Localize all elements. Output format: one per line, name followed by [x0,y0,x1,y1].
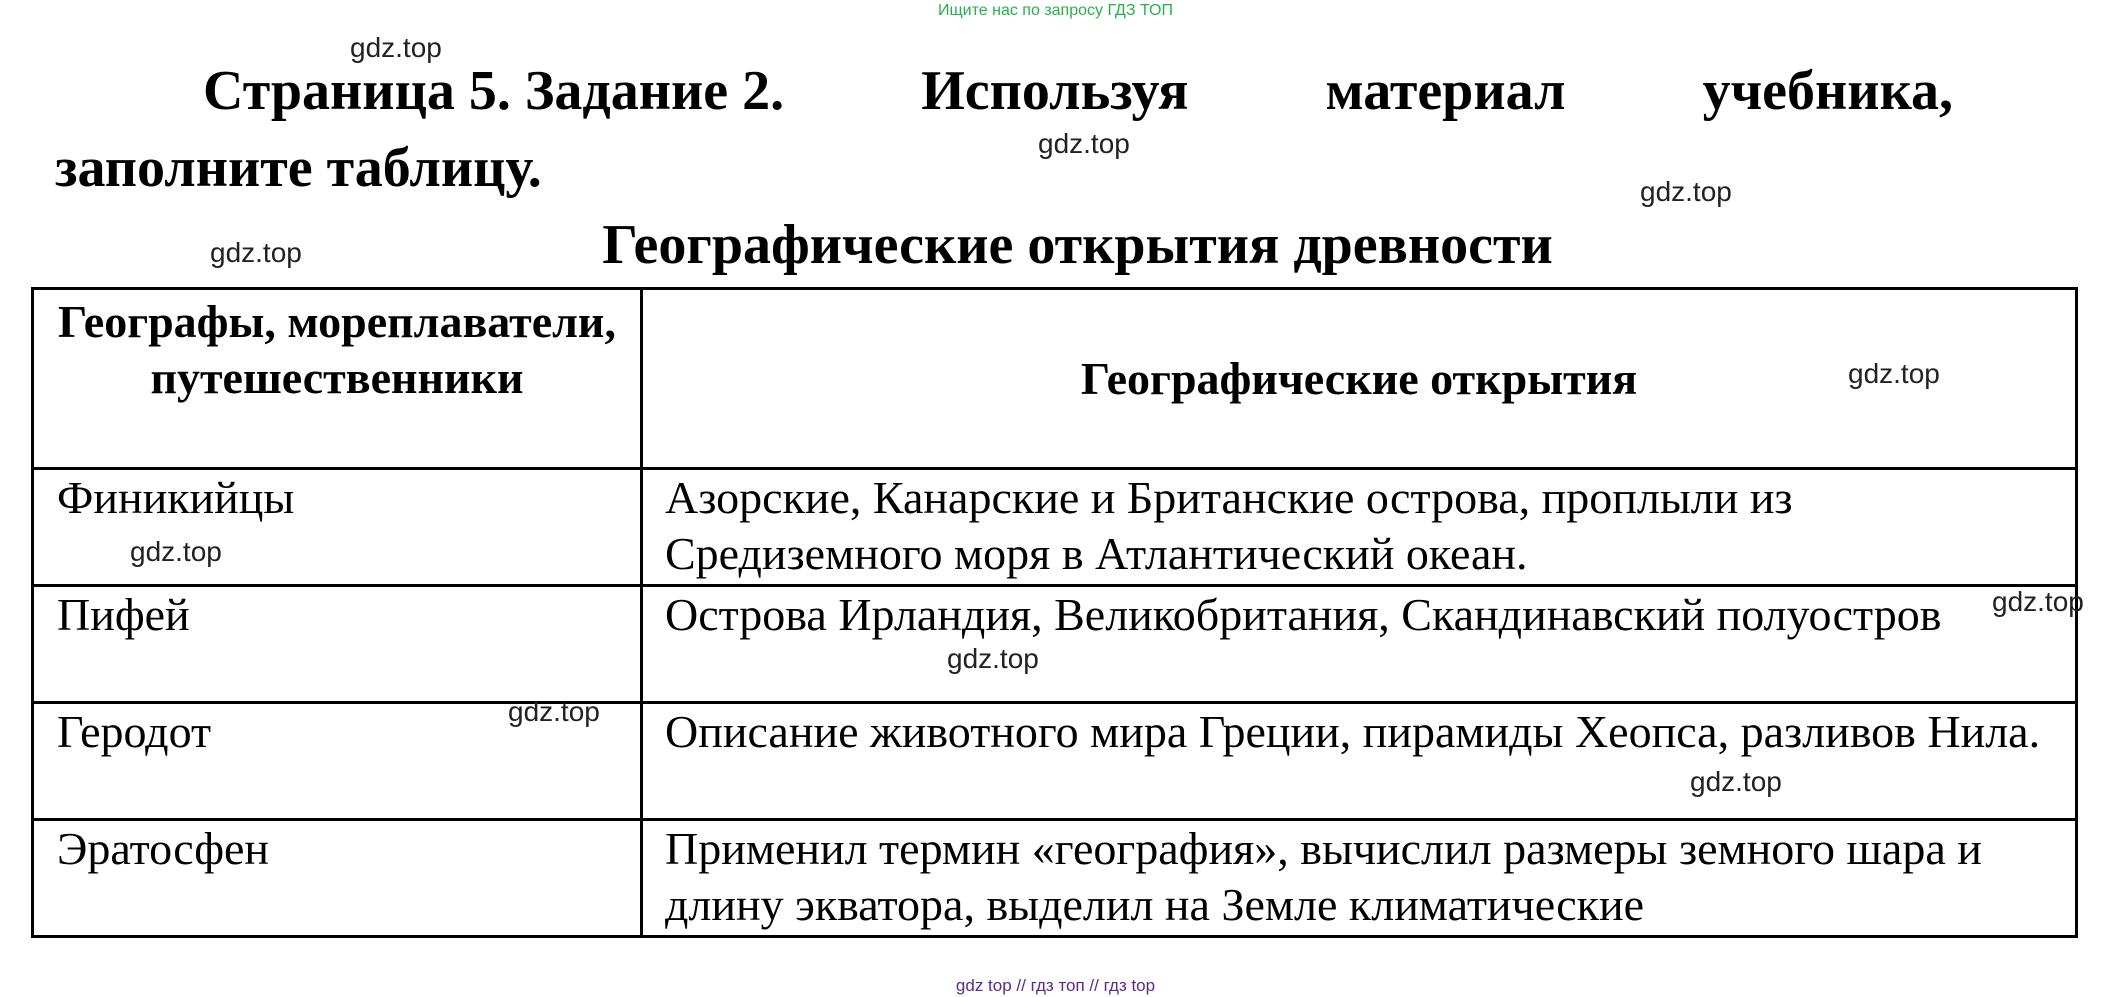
column-header-discoveries: Географические открытия [642,289,2077,469]
task-heading-part: Используя [921,60,1189,122]
table-header-row [33,289,2077,469]
table-row [33,703,2077,820]
watermark: gdz.top [947,643,1039,674]
table-row [33,820,2077,937]
row-discovery-cell: Описание животного мира Греции, пирамиды Хеопса, разливов Нила. [642,703,2077,820]
table-row [33,586,2077,703]
watermark: gdz.top [508,696,600,727]
task-heading-part: учебника, [1702,60,1953,122]
row-name-cell: Геродот [33,703,642,820]
watermark: gdz.top [1848,358,1940,389]
row-discovery-cell [642,820,2077,937]
row-discovery-text: Применил термин «география», вычислил размеры земного шара и длину экватора, выделил на Земле климатические [665,823,1982,930]
discoveries-table [31,287,2078,938]
table-title: Географические открытия древности [602,214,1553,276]
column-header-people: Географы, мореплаватели, путешественники [33,289,642,469]
row-discovery-cell: Острова Ирландия, Великобритания, Скандинавский полуостров [642,586,2077,703]
task-heading-part: Страница 5. Задание 2. [203,60,785,122]
watermark: gdz.top [350,32,442,63]
row-discovery-cell: Азорские, Канарские и Британские острова, проплыли из Средиземного моря в Атлантический океан. [642,469,2077,586]
row-name-cell: Эратосфен [33,820,642,937]
footer-links: gdz top // гдз топ // гдз top [955,976,1156,995]
table-row [33,469,2077,586]
watermark: gdz.top [1640,176,1732,207]
watermark: gdz.top [130,536,222,567]
task-heading-continuation: заполните таблицу. [55,137,542,199]
task-heading-part: материал [1325,60,1566,122]
watermark: gdz.top [1992,586,2084,617]
row-name-cell: Финикийцы [33,469,642,586]
watermark: gdz.top [210,237,302,268]
watermark: gdz.top [1690,766,1782,797]
watermark: gdz.top [1038,128,1130,159]
search-banner: Ищите нас по запросу ГДЗ ТОП [938,2,1173,19]
task-heading [203,58,1953,124]
row-name-cell: Пифей [33,586,642,703]
